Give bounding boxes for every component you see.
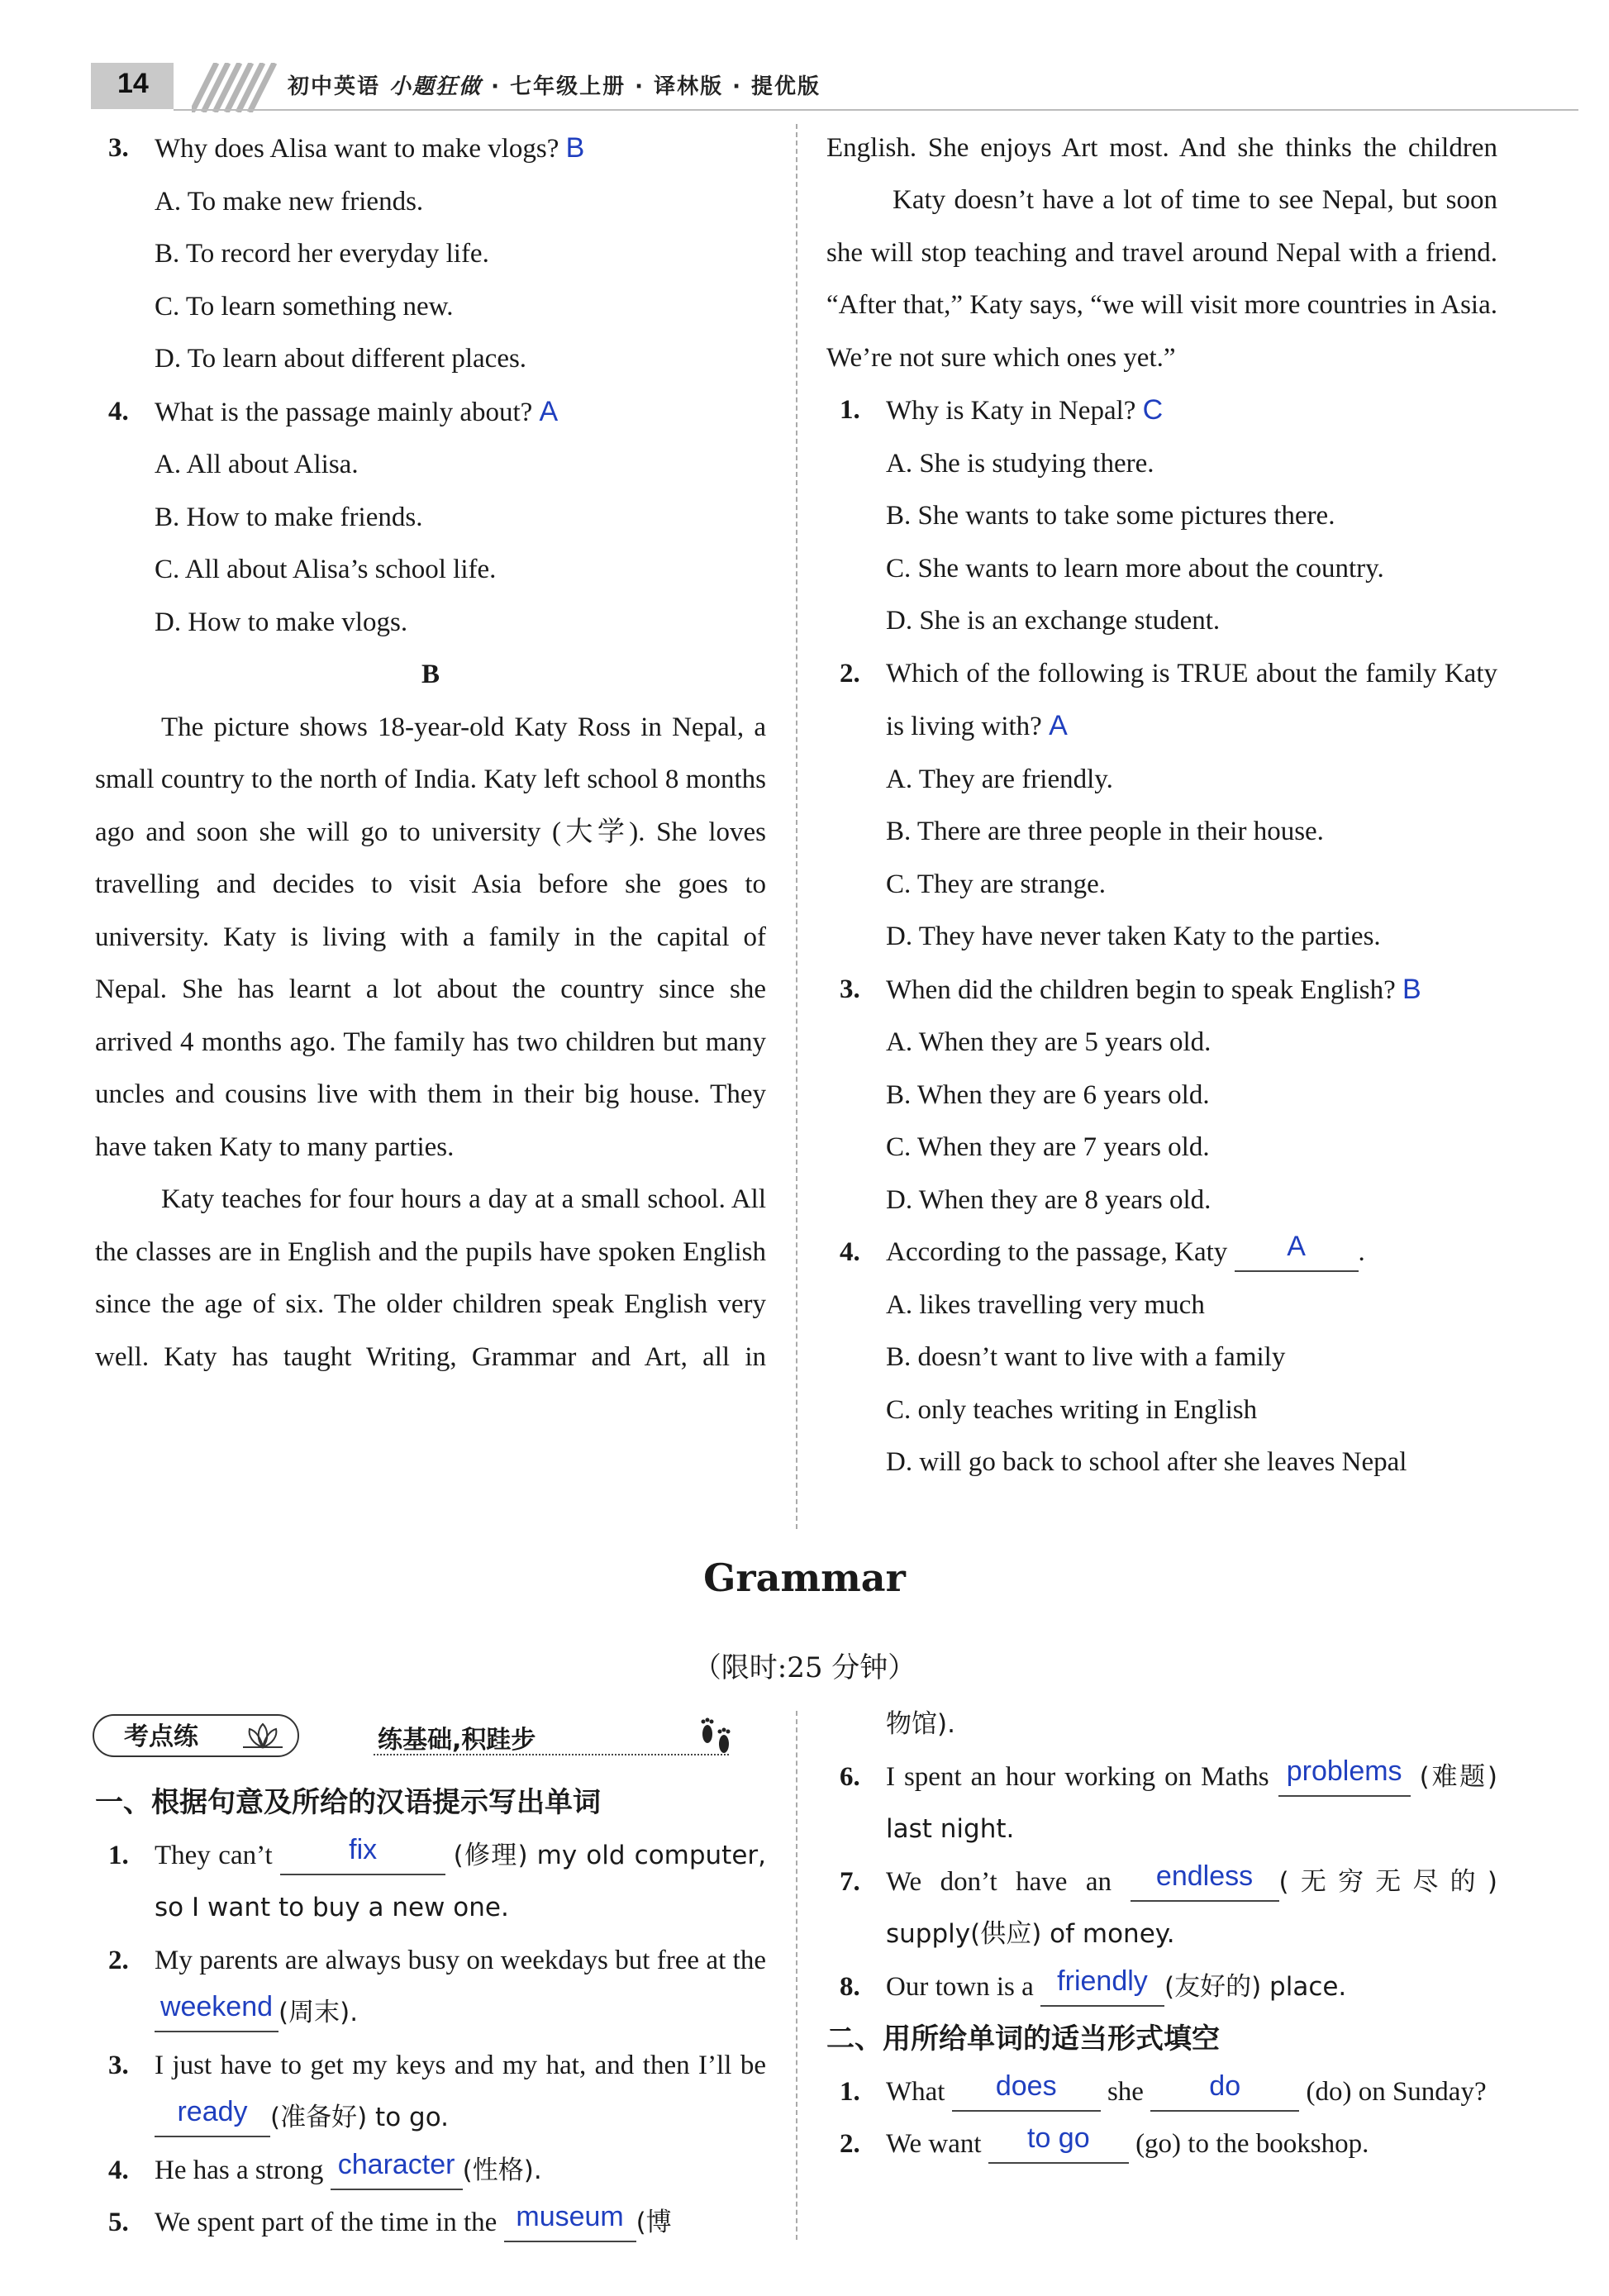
option: B. To record her everyday life. <box>155 239 489 269</box>
grammar-left-column <box>95 1777 766 2250</box>
answer-blank <box>952 2070 1101 2112</box>
header-brand: 小题狂做 <box>389 74 483 99</box>
answer: endless <box>1155 1860 1254 1892</box>
fill-item: 3. I just have to get my keys and my hat, and then I’ll be ready (准备好) to go. <box>95 2040 766 2145</box>
option: D. When they are 8 years old. <box>886 1184 1212 1215</box>
time-limit: （限时:25 分钟） <box>693 1651 916 1684</box>
option: B. doesn’t want to live with a family <box>886 1342 1286 1372</box>
section-label-b: B <box>421 660 440 689</box>
grammar-right-column <box>826 1698 1497 2171</box>
answer: B <box>565 132 585 164</box>
option: A. likes travelling very much <box>886 1289 1205 1320</box>
fill-item: 1. They can’t fix (修理) my old computer, so I want to buy a new one. <box>108 1833 767 1922</box>
option: C. only teaches writing in English <box>886 1394 1258 1425</box>
lotus-icon <box>240 1722 286 1751</box>
answer: weekend <box>159 1991 274 2022</box>
answer-blank <box>1040 1965 1164 2007</box>
option: A. When they are 5 years old. <box>886 1027 1212 1057</box>
fill-item: 1. What does she do (do) on Sunday? <box>826 2066 1497 2119</box>
footprints-icon <box>696 1706 737 1755</box>
answer-blank <box>331 2148 463 2190</box>
option: C. To learn something new. <box>155 291 454 322</box>
fill-item: 6. I spent an hour working on Maths problems (难题) last night. <box>840 1755 1497 1844</box>
answer-blank <box>155 2098 270 2137</box>
option: C. She wants to learn more about the country. <box>886 553 1384 584</box>
column-divider <box>796 124 797 1529</box>
answer: C <box>1142 394 1164 426</box>
answer-blank <box>155 1991 278 2032</box>
passage-paragraph-1: The picture shows 18-year-old Katy Ross in Nepal, a small country to the north of India. Katy left school 8 months ago and soon she will go to university (大学). She loves travelling and decides to visit Asia before she goes to university. Katy is living with a family in the capital of Nepal. She has learnt a lot about the country since she arrived 4 months ago. The family has two children but many uncles and cousins live with them in their big house. They have taken Katy to many parties. <box>95 712 766 1162</box>
question-text: When did the children begin to speak English? <box>886 974 1396 1005</box>
answer: do <box>1209 2070 1241 2102</box>
answer-blank <box>504 2203 636 2242</box>
question-text: Why does Alisa want to make vlogs? <box>155 134 559 164</box>
option: A. She is studying there. <box>886 448 1154 479</box>
answer: B <box>1402 973 1421 1005</box>
option: B. How to make friends. <box>155 502 423 532</box>
left-column <box>95 122 766 1384</box>
option: C. All about Alisa’s school life. <box>155 555 497 584</box>
answer-blank <box>988 2122 1129 2164</box>
answer-blank <box>1150 2070 1299 2112</box>
option: C. When they are 7 years old. <box>886 1132 1210 1162</box>
question-b4: 4. According to the passage, Katy A . <box>826 1227 1497 1279</box>
answer-blank <box>1131 1860 1279 1902</box>
answer: A <box>539 395 559 427</box>
option: A. They are friendly. <box>886 764 1113 794</box>
question-text: What is the passage mainly about? <box>155 397 533 427</box>
answer-blank <box>280 1833 445 1875</box>
fill-item: 2. My parents are always busy on weekdays but free at the weekend (周末). <box>95 1935 766 2040</box>
option: A. All about Alisa. <box>155 450 359 479</box>
answer-blank <box>1235 1233 1359 1272</box>
passage-paragraph-2-tail: English. She enjoys Art most. And she thinks the children <box>826 133 1497 163</box>
question-b3: 3. When did the children begin to speak English? B <box>840 973 1421 1005</box>
grammar-column-divider <box>796 1711 797 2240</box>
option: B. She wants to take some pictures there. <box>886 501 1335 531</box>
answer: fix <box>349 1833 378 1865</box>
part2-title: 二、用所给单词的适当形式填空 <box>826 2022 1220 2055</box>
option: D. They have never taken Katy to the parties. <box>886 922 1381 951</box>
question-text: Why is Katy in Nepal? <box>886 396 1136 426</box>
passage-paragraph-2: Katy teaches for four hours a day at a small school. All the classes are in English and the pupils have spoken English since the age of six. The older children speak English very well. Katy has taught Writing, Grammar and Art, all in <box>95 1184 766 1372</box>
option: B. There are three people in their house. <box>886 817 1324 846</box>
answer: ready <box>177 2096 248 2127</box>
answer: A <box>1049 710 1068 741</box>
passage-paragraph-2-cont <box>826 122 1497 174</box>
fill-item: 8. Our town is a friendly (友好的) place. <box>826 1961 1497 2014</box>
part1-title: 一、根据句意及所给的汉语提示写出单词 <box>95 1786 601 1819</box>
answer: friendly <box>1057 1965 1148 1997</box>
option: B. When they are 6 years old. <box>886 1079 1210 1110</box>
answer: museum <box>516 2201 624 2232</box>
passage-paragraph-3: Katy doesn’t have a lot of time to see Nepal, but soon she will stop teaching and travel around Nepal with a friend. “After that,” Katy says, “we will visit more countries in Asia. We’re not sure which ones yet.” <box>826 185 1497 373</box>
practice-badge: 考点练 <box>93 1714 299 1757</box>
question-text: According to the passage, Katy <box>886 1237 1228 1267</box>
fill-item: 4. He has a strong character (性格). <box>95 2145 766 2198</box>
fill-item-cont: 物馆). <box>886 1709 955 1739</box>
question-b1: 1. Why is Katy in Nepal? C <box>840 394 1164 426</box>
practice-subtitle: 练基础,积跬步 <box>378 1726 536 1755</box>
answer: to go <box>1027 2122 1090 2154</box>
option: C. They are strange. <box>886 869 1107 899</box>
page-number: 14 <box>117 68 149 99</box>
option: D. How to make vlogs. <box>155 607 408 637</box>
header-title: 初中英语 小题狂做 · 七年级上册 · 译林版 · 提优版 <box>288 74 821 99</box>
option: D. To learn about different places. <box>155 344 527 374</box>
dotted-rule <box>374 1754 729 1755</box>
question-text: Which of the following is TRUE about the family Katy is living with? <box>886 658 1497 741</box>
option: D. She is an exchange student. <box>886 606 1221 636</box>
fill-item: 7. We don’t have an endless (无穷无尽的) supply(供应) of money. <box>840 1860 1497 1949</box>
answer: A <box>1287 1231 1306 1262</box>
answer-blank <box>1278 1755 1411 1797</box>
question-a4: 4. What is the passage mainly about? A <box>108 395 559 427</box>
page-header <box>91 56 1578 114</box>
option: A. To make new friends. <box>155 186 424 217</box>
option: D. will go back to school after she leaves Nepal <box>886 1447 1407 1477</box>
fill-item: 2. We want to go (go) to the bookshop. <box>826 2118 1497 2171</box>
question-a3: 3. Why does Alisa want to make vlogs? B <box>108 132 585 164</box>
header-rule <box>174 109 1578 111</box>
question-b2: 2. Which of the following is TRUE about the family Katy is living with? A <box>840 658 1497 741</box>
section-title: Grammar <box>703 1555 906 1600</box>
right-column <box>826 122 1497 1489</box>
fill-item: 5. We spent part of the time in the museum (博 <box>95 2197 766 2250</box>
practice-banner <box>93 1711 737 1760</box>
answer: character <box>337 2148 455 2180</box>
answer: problems <box>1286 1755 1402 1787</box>
answer: does <box>995 2070 1057 2102</box>
